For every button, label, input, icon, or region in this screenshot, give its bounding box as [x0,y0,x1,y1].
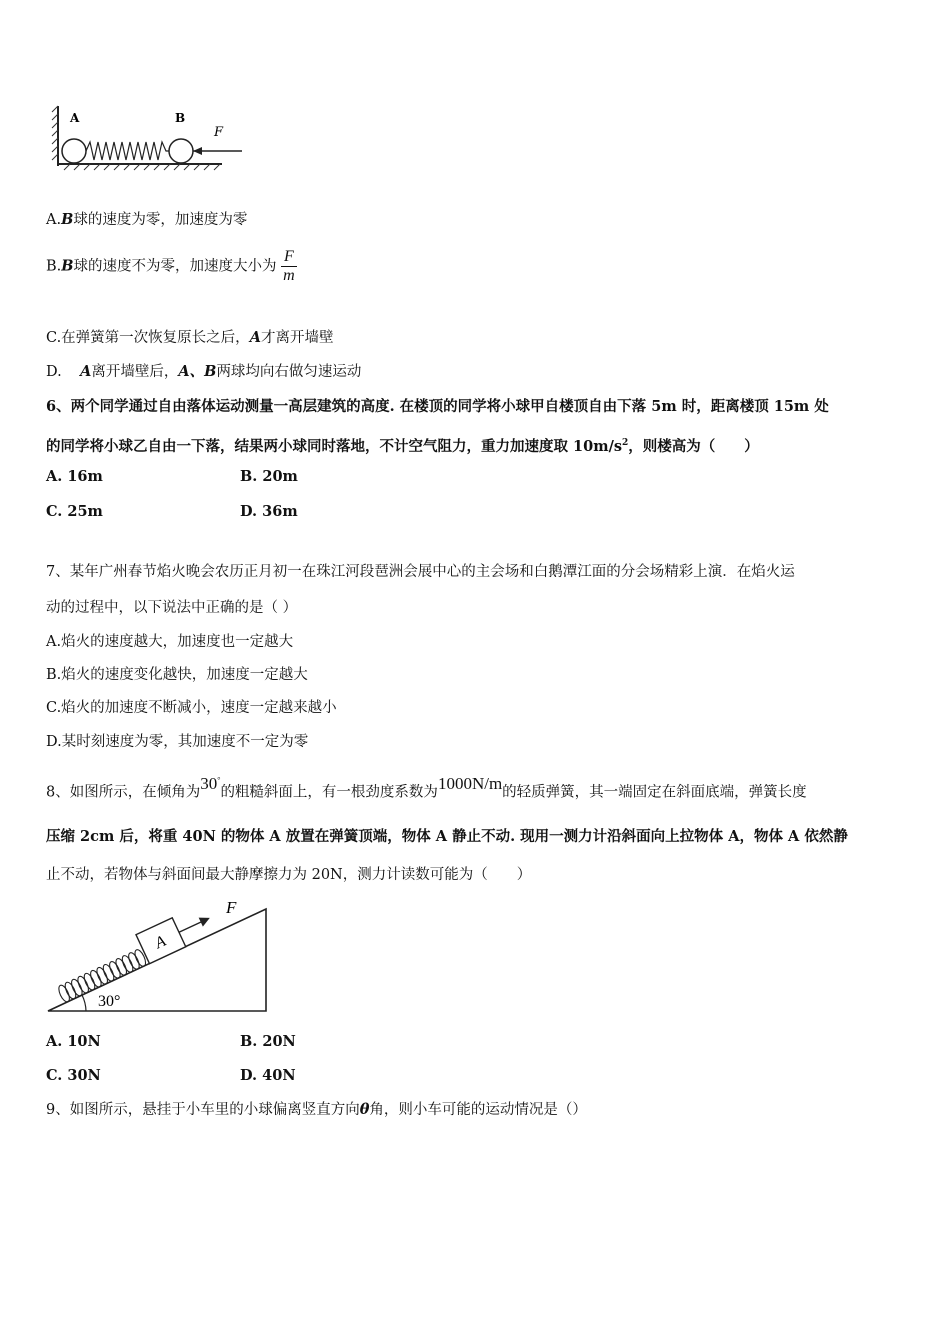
q8-stem-line3: 止不动，若物体与斜面间最大静摩擦力为 20N，测力计读数可能为（ ） [46,867,532,883]
q8-option-c: C. 30N [46,1067,101,1084]
ball-b [169,139,193,163]
spring-constant: 1000N/m [437,773,503,793]
q6-option-b: B. 20m [240,468,298,485]
q7-option-b: B.焰火的速度变化越快，加速度一定越大 [46,667,308,683]
angle-value: 30° [200,773,221,793]
svg-text:A: A [152,932,169,953]
q5-option-a: A.B球的速度为零，加速度为零 [46,211,248,228]
q8-stem-line2: 压缩 2cm 后，将重 40N 的物体 A 放置在弹簧顶端，物体 A 静止不动. 现用一测力计沿斜面向上拉物体 A，物体 A 依然静 [46,828,848,845]
q7-option-c: C.焰火的加速度不断减小，速度一定越来越小 [46,700,337,716]
q7-stem-line2: 动的过程中，以下说法中正确的是（ ） [46,600,298,616]
q5-option-c: C.在弹簧第一次恢复原长之后，A才离开墙壁 [46,329,334,346]
incline-figure [44,895,274,1015]
q8-option-a: A. 10N [46,1033,101,1050]
q8-option-d: D. 40N [240,1067,296,1084]
q5-option-d: D. A离开墙壁后，A、B两球均向右做匀速运动 [46,363,362,380]
q7-stem-line1: 7、某年广州春节焰火晚会农历正月初一在珠江河段琶洲会展中心的主会场和白鹅潭江面的分会场精彩上演．在焰火运 [46,564,795,580]
angle-label: 30° [98,993,121,1010]
spring [86,142,170,160]
q6-stem-line1: 6、两个同学通过自由落体运动测量一高层建筑的高度. 在楼顶的同学将小球甲自楼顶自由下落 5m 时，距离楼顶 15m 处 [46,398,829,415]
label-f: F [214,125,224,140]
q6-stem-line2: 的同学将小球乙自由一下落，结果两小球同时落地，不计空气阻力，重力加速度取 $10m/s^2$，则楼高为（ ） [46,437,759,455]
q5-option-b: B.B球的速度不为零，加速度大小为 $\frac{F}{m}$ [46,248,295,284]
label-a: A [70,111,80,125]
q6-option-c: C. 25m [46,503,103,520]
ball-a [62,139,86,163]
q7-option-a: A.焰火的速度越大，加速度也一定越大 [46,634,294,650]
q6-option-a: A. 16m [46,468,103,485]
fraction-f-over-m: $\frac{F}{m}$ [283,248,295,284]
spring-balls-figure [50,104,250,176]
force-label: F [226,898,237,917]
q9-stem: 9、如图所示，悬挂于小车里的小球偏离竖直方向θ角，则小车可能的运动情况是（） [46,1101,587,1118]
q7-option-d: D.某时刻速度为零，其加速度不一定为零 [46,734,309,750]
q8-option-b: B. 20N [240,1033,296,1050]
q6-option-d: D. 36m [240,503,298,520]
q8-stem-line1: 8、如图所示，在倾角为30°的粗糙斜面上，有一根劲度系数为1000N/m的轻质弹簧，其一端固定在斜面底端，弹簧长度 [46,773,807,801]
label-b: B [175,111,186,125]
